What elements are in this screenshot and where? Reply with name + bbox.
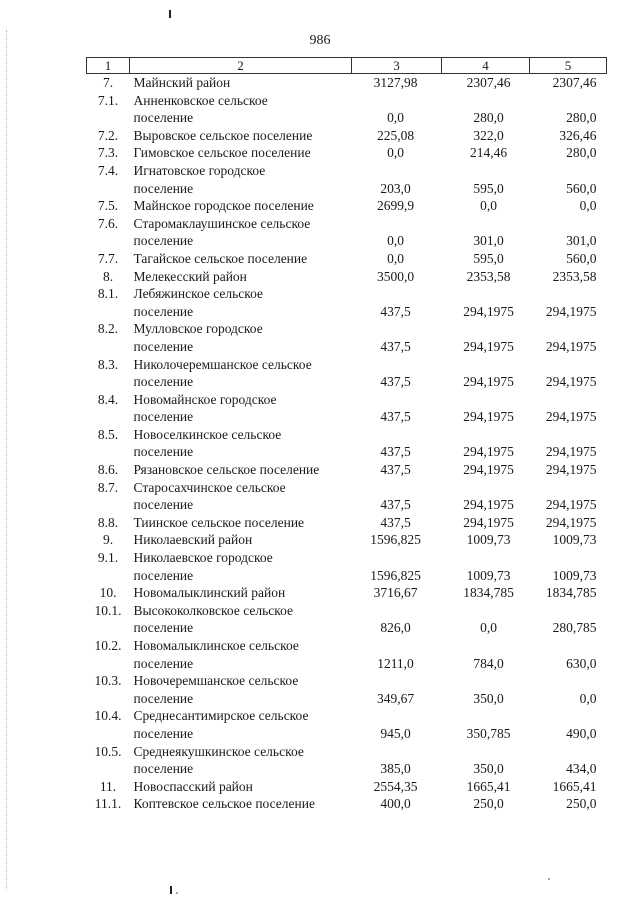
- row-value-col3: 437,5: [380, 338, 411, 354]
- row-value-col4: 1009,73: [466, 532, 511, 548]
- row-value-col5: 294,1975: [545, 514, 597, 530]
- row-value-col5: 630,0: [566, 655, 597, 671]
- row-value-col5: 294,1975: [545, 444, 597, 460]
- row-value-col3: 3716,67: [373, 585, 418, 601]
- table-row: [87, 567, 607, 585]
- row-value-col5: 560,0: [566, 250, 597, 266]
- row-value-col4: [442, 92, 530, 110]
- row-value-col3: [352, 356, 442, 374]
- table-row: [87, 725, 607, 743]
- row-value-col4: [442, 743, 530, 761]
- table-header-row: [87, 58, 607, 74]
- row-name: Николаевский район: [133, 532, 253, 548]
- row-number: 11.1.: [94, 796, 122, 812]
- row-value-col4: 595,0: [473, 250, 504, 266]
- row-name: Выровское сельское поселение: [133, 127, 313, 143]
- row-value-col4: [442, 707, 530, 725]
- row-name: Новоселкинское сельское: [133, 426, 282, 442]
- row-name: Среднеякушкинское сельское: [133, 743, 304, 759]
- row-value-col3: [352, 285, 442, 303]
- row-value-col5: [530, 162, 607, 180]
- row-name: Анненковское сельское: [133, 92, 268, 108]
- table-row: [87, 672, 607, 690]
- row-name: Новомайнское городское: [133, 391, 277, 407]
- row-value-col3: [352, 602, 442, 620]
- row-number: [87, 443, 130, 461]
- row-value-col4: 0,0: [480, 620, 497, 636]
- row-value-col4: [442, 637, 530, 655]
- row-name: Новоспасский район: [133, 778, 253, 794]
- row-value-col5: 294,1975: [545, 338, 597, 354]
- table-row: [87, 443, 607, 461]
- row-number: 9.1.: [97, 550, 119, 566]
- row-value-col5: [530, 637, 607, 655]
- row-value-col3: 3127,98: [373, 75, 418, 90]
- row-name: Коптевское сельское поселение: [133, 796, 315, 812]
- row-value-col4: 294,1975: [463, 514, 514, 530]
- row-value-col4: [442, 602, 530, 620]
- row-number: 8.1.: [97, 286, 119, 302]
- row-number: [87, 496, 130, 514]
- row-value-col3: 349,67: [376, 690, 415, 706]
- row-name: поселение: [133, 409, 194, 425]
- row-value-col4: 294,1975: [463, 444, 514, 460]
- row-number: 8.2.: [97, 321, 119, 337]
- table-row: [87, 232, 607, 250]
- table-row: [87, 743, 607, 761]
- row-value-col4: 350,785: [466, 725, 511, 741]
- row-value-col4: 1009,73: [466, 567, 511, 583]
- table-row: [87, 92, 607, 110]
- header-col-3: 3: [352, 58, 442, 74]
- row-value-col3: 437,5: [380, 462, 411, 478]
- row-number: 10.5.: [94, 743, 122, 759]
- table-row: [87, 760, 607, 778]
- row-name: поселение: [133, 690, 194, 706]
- row-value-col5: 294,1975: [545, 462, 597, 478]
- row-name: поселение: [133, 303, 194, 319]
- row-value-col3: 437,5: [380, 514, 411, 530]
- row-value-col5: 280,0: [566, 145, 597, 161]
- row-value-col5: 1665,41: [552, 778, 597, 794]
- row-name: поселение: [133, 655, 194, 671]
- row-value-col5: [530, 672, 607, 690]
- row-value-col4: 595,0: [473, 180, 504, 196]
- row-value-col4: 301,0: [473, 233, 504, 249]
- row-value-col3: 437,5: [380, 303, 411, 319]
- row-number: 7.: [102, 75, 114, 90]
- row-value-col4: [442, 162, 530, 180]
- row-value-col5: [530, 356, 607, 374]
- row-value-col4: [442, 356, 530, 374]
- row-name: Гимовское сельское поселение: [133, 145, 311, 161]
- row-value-col4: 350,0: [473, 761, 504, 777]
- row-number: [87, 109, 130, 127]
- table-row: [87, 391, 607, 409]
- row-number: 11.: [99, 778, 117, 794]
- header-col-5: 5: [530, 58, 607, 74]
- scan-mark-top: [169, 10, 171, 18]
- row-value-col3: 2699,9: [376, 198, 415, 214]
- row-name: Новомалыклинский район: [133, 585, 286, 601]
- row-name: Новомалыклинское сельское: [133, 638, 299, 653]
- header-col-4: 4: [442, 58, 530, 74]
- row-number: 9.: [102, 532, 114, 548]
- table-row: [87, 338, 607, 356]
- row-number: 7.3.: [97, 145, 119, 161]
- row-value-col4: 1665,41: [466, 778, 511, 794]
- row-value-col5: [530, 549, 607, 567]
- row-value-col5: [530, 707, 607, 725]
- table-row: [87, 144, 607, 162]
- row-name: поселение: [133, 180, 194, 196]
- row-value-col3: 3500,0: [376, 268, 415, 284]
- row-name: Игнатовское городское: [133, 162, 266, 178]
- row-value-col5: 2307,46: [552, 75, 597, 90]
- row-value-col3: [352, 707, 442, 725]
- row-value-col5: [530, 426, 607, 444]
- row-number: 8.4.: [97, 391, 119, 407]
- table-row: [87, 320, 607, 338]
- table-row: [87, 250, 607, 268]
- row-name: Старосахчинское сельское: [133, 479, 286, 495]
- row-value-col5: 294,1975: [545, 374, 597, 390]
- row-value-col3: [352, 637, 442, 655]
- table-row: [87, 584, 607, 602]
- row-value-col4: 294,1975: [463, 462, 514, 478]
- row-value-col3: 0,0: [387, 250, 404, 266]
- row-number: [87, 760, 130, 778]
- row-value-col3: 0,0: [387, 110, 404, 126]
- row-number: 10.1.: [94, 602, 122, 618]
- row-value-col5: 294,1975: [545, 409, 597, 425]
- row-value-col3: [352, 479, 442, 497]
- row-value-col4: 294,1975: [463, 303, 514, 319]
- table-row: [87, 795, 607, 813]
- table-row: [87, 109, 607, 127]
- row-value-col4: 294,1975: [463, 338, 514, 354]
- row-value-col3: 0,0: [387, 233, 404, 249]
- row-value-col4: 784,0: [473, 655, 504, 671]
- row-value-col5: 1834,785: [545, 585, 597, 601]
- table-row: [87, 619, 607, 637]
- row-value-col3: 0,0: [387, 145, 404, 161]
- row-value-col5: 490,0: [566, 725, 597, 741]
- row-name: Новочеремшанское сельское: [133, 673, 299, 689]
- row-value-col3: [352, 672, 442, 690]
- row-number: 10.4.: [94, 708, 122, 724]
- row-number: 10.3.: [94, 673, 122, 689]
- row-value-col3: 437,5: [380, 374, 411, 390]
- row-number: 10.: [99, 585, 117, 601]
- row-name: Старомаклаушинское сельское: [133, 215, 311, 231]
- row-value-col5: 250,0: [566, 796, 597, 812]
- table-row: [87, 303, 607, 321]
- row-value-col5: [530, 743, 607, 761]
- row-name: Рязановское сельское поселение: [133, 462, 320, 478]
- table-row: [87, 602, 607, 620]
- row-name: Майнское городское поселение: [133, 198, 314, 214]
- page-number: 986: [309, 33, 331, 48]
- row-number: [87, 619, 130, 637]
- row-value-col4: [442, 479, 530, 497]
- table-row: [87, 637, 607, 655]
- row-number: 8.: [102, 268, 114, 284]
- row-value-col4: [442, 549, 530, 567]
- row-name: поселение: [133, 444, 194, 460]
- row-number: [87, 373, 130, 391]
- row-name: Мелекесский район: [133, 268, 247, 284]
- row-value-col3: [352, 162, 442, 180]
- row-number: [87, 725, 130, 743]
- row-value-col5: 0,0: [579, 198, 597, 214]
- row-value-col5: 1009,73: [552, 532, 597, 548]
- row-name: Майнский район: [133, 75, 231, 90]
- scan-speck: [176, 892, 178, 894]
- row-value-col5: 294,1975: [545, 303, 597, 319]
- table-row: [87, 285, 607, 303]
- row-value-col4: 214,46: [469, 145, 508, 161]
- table-row: [87, 408, 607, 426]
- row-value-col5: [530, 215, 607, 233]
- row-value-col3: 945,0: [380, 725, 411, 741]
- row-number: [87, 655, 130, 673]
- table-row: [87, 496, 607, 514]
- row-value-col5: 1009,73: [552, 567, 597, 583]
- row-value-col5: 326,46: [559, 127, 597, 143]
- row-number: [87, 408, 130, 426]
- row-value-col3: 2554,35: [373, 778, 418, 794]
- budget-table: [86, 57, 607, 813]
- row-value-col4: 1834,785: [463, 585, 514, 601]
- table-row: [87, 461, 607, 479]
- row-value-col3: [352, 426, 442, 444]
- table-row: [87, 778, 607, 796]
- row-value-col5: [530, 92, 607, 110]
- row-name: поселение: [133, 374, 194, 390]
- row-value-col5: [530, 479, 607, 497]
- row-value-col4: 0,0: [480, 198, 497, 214]
- table-row: [87, 426, 607, 444]
- row-number: 7.7.: [97, 250, 119, 266]
- row-value-col4: [442, 672, 530, 690]
- row-value-col5: 2353,58: [552, 268, 597, 284]
- row-name: поселение: [133, 497, 194, 513]
- table-row: [87, 162, 607, 180]
- row-value-col4: 294,1975: [463, 497, 514, 513]
- row-value-col3: 437,5: [380, 409, 411, 425]
- scan-speck: [548, 878, 550, 880]
- row-value-col3: [352, 320, 442, 338]
- row-value-col4: [442, 320, 530, 338]
- table-row: [87, 655, 607, 673]
- row-name: Николочеремшанское сельское: [133, 356, 312, 372]
- table-row: [87, 180, 607, 198]
- row-value-col4: [442, 215, 530, 233]
- row-value-col3: 1596,825: [370, 567, 421, 583]
- row-name: Тагайское сельское поселение: [133, 250, 308, 266]
- row-number: [87, 180, 130, 198]
- row-name: поселение: [133, 338, 194, 354]
- table-row: [87, 373, 607, 391]
- row-name: Лебяжинское сельское: [133, 286, 264, 302]
- row-name: Мулловское городское: [133, 321, 263, 337]
- table-row: [87, 197, 607, 215]
- row-number: [87, 690, 130, 708]
- row-value-col5: [530, 285, 607, 303]
- row-value-col5: 294,1975: [545, 497, 597, 513]
- row-number: 8.5.: [97, 426, 119, 442]
- row-value-col4: [442, 285, 530, 303]
- row-value-col3: [352, 549, 442, 567]
- row-value-col3: 826,0: [380, 620, 411, 636]
- row-value-col5: [530, 602, 607, 620]
- row-value-col3: [352, 391, 442, 409]
- row-value-col3: [352, 215, 442, 233]
- table-row: [87, 74, 607, 92]
- row-number: 8.7.: [97, 479, 119, 495]
- row-value-col4: [442, 426, 530, 444]
- table-row: [87, 479, 607, 497]
- header-col-2: 2: [130, 58, 352, 74]
- row-name: Высококолковское сельское: [133, 602, 294, 618]
- row-value-col4: 294,1975: [463, 374, 514, 390]
- row-value-col4: [442, 391, 530, 409]
- row-name: поселение: [133, 567, 194, 583]
- row-value-col4: 294,1975: [463, 409, 514, 425]
- row-number: 7.1.: [97, 92, 119, 108]
- row-number: [87, 303, 130, 321]
- row-number: [87, 232, 130, 250]
- row-number: 7.2.: [97, 127, 119, 143]
- row-name: поселение: [133, 233, 194, 249]
- row-value-col3: 203,0: [380, 180, 411, 196]
- row-value-col5: 434,0: [566, 761, 597, 777]
- row-value-col5: 280,785: [552, 620, 597, 636]
- row-name: Среднесантимирское сельское: [133, 708, 309, 724]
- row-number: 7.4.: [97, 162, 119, 178]
- row-value-col4: 322,0: [473, 127, 504, 143]
- row-number: [87, 338, 130, 356]
- row-value-col3: 1596,825: [370, 532, 421, 548]
- row-name: Николаевское городское: [133, 550, 273, 566]
- row-value-col3: 400,0: [380, 796, 411, 812]
- row-number: 8.3.: [97, 356, 119, 372]
- table-row: [87, 707, 607, 725]
- table-row: [87, 127, 607, 145]
- row-value-col5: [530, 320, 607, 338]
- table-row: [87, 531, 607, 549]
- row-value-col3: 437,5: [380, 497, 411, 513]
- row-number: 10.2.: [94, 638, 122, 653]
- row-number: 7.6.: [97, 215, 119, 231]
- row-name: поселение: [133, 110, 194, 126]
- row-value-col5: 280,0: [566, 110, 597, 126]
- table-row: [87, 549, 607, 567]
- row-number: [87, 567, 130, 585]
- row-value-col5: 560,0: [566, 180, 597, 196]
- table-row: [87, 356, 607, 374]
- row-name: поселение: [133, 620, 194, 636]
- row-value-col5: 0,0: [579, 690, 597, 706]
- row-value-col3: 225,08: [376, 127, 415, 143]
- table-row: [87, 268, 607, 286]
- header-col-1: 1: [87, 58, 130, 74]
- row-value-col3: 385,0: [380, 761, 411, 777]
- row-name: Тиинское сельское поселение: [133, 514, 305, 530]
- row-number: 8.8.: [97, 514, 119, 530]
- row-value-col3: [352, 92, 442, 110]
- row-number: 7.5.: [97, 198, 119, 214]
- row-value-col4: 250,0: [473, 796, 504, 812]
- row-number: 8.6.: [97, 462, 119, 478]
- table-row: [87, 690, 607, 708]
- row-value-col3: 437,5: [380, 444, 411, 460]
- row-value-col3: [352, 743, 442, 761]
- table-row: [87, 215, 607, 233]
- row-value-col5: 301,0: [566, 233, 597, 249]
- scan-mark-bottom: [170, 886, 172, 894]
- row-value-col4: 280,0: [473, 110, 504, 126]
- table-row: [87, 514, 607, 532]
- row-value-col4: 2353,58: [466, 268, 511, 284]
- row-name: поселение: [133, 725, 194, 741]
- row-value-col4: 350,0: [473, 690, 504, 706]
- row-name: поселение: [133, 761, 194, 777]
- page-edge-dots: [6, 30, 8, 890]
- row-value-col3: 1211,0: [377, 655, 414, 671]
- row-value-col5: [530, 391, 607, 409]
- row-value-col4: 2307,46: [466, 75, 511, 90]
